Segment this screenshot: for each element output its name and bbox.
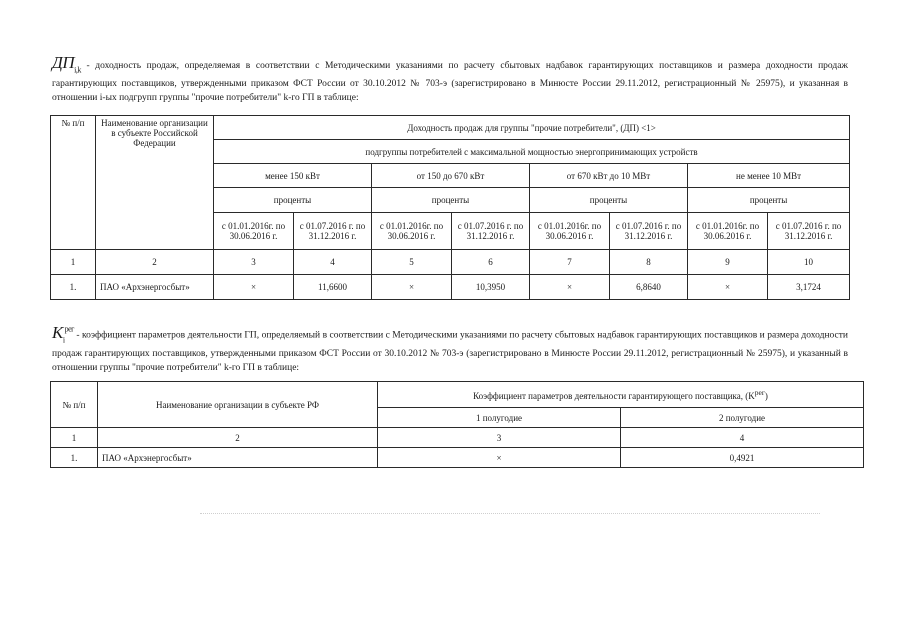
value-cell: 3,1724: [768, 275, 850, 300]
value-cell: 11,6600: [294, 275, 372, 300]
index-cell: 1: [51, 250, 96, 275]
band-header: не менее 10 МВт: [688, 164, 850, 188]
index-cell: 9: [688, 250, 768, 275]
profitability-symbol: $ДП_{i,k}$: [52, 53, 81, 75]
index-cell: 1: [51, 428, 98, 448]
index-cell: 5: [372, 250, 452, 275]
paragraph-profitability-text: - доходность продаж, определяемая в соответствии с Методическими указаниями по расчету сбытовых надбавок гарантирующих поставщиков и размера доходности продаж гарантирующих поставщиков, утвержденными приказом ФСТ России от 30.10.2012 № 703-э (зарегистрировано в Минюсте России 29.11.2012, регистрационный № 25975), и указанная в отношении i-ых подгрупп группы "прочие потребители" k-го ГП в таблице:: [52, 61, 848, 104]
period-header: с 01.01.2016г. по 30.06.2016 г.: [688, 213, 768, 250]
band-header: от 150 до 670 кВт: [372, 164, 530, 188]
row-num: 1.: [51, 448, 98, 468]
table-row: [51, 275, 850, 300]
unit-header: проценты: [214, 188, 372, 213]
paragraph-profitability: [52, 53, 848, 105]
col-org-header: Наименование организации в субъекте РФ: [98, 382, 378, 428]
index-cell: 10: [768, 250, 850, 275]
coefficient-symbol: $K_i^{рег}$: [52, 322, 74, 345]
value-cell: ×: [214, 275, 294, 300]
index-cell: 6: [452, 250, 530, 275]
band-header: менее 150 кВт: [214, 164, 372, 188]
band-header: от 670 кВт до 10 МВт: [530, 164, 688, 188]
index-cell: 8: [610, 250, 688, 275]
period-header: с 01.07.2016 г. по 31.12.2016 г.: [294, 213, 372, 250]
group-header: Коэффициент параметров деятельности гарантирующего поставщика, $(K^{рег})$: [378, 382, 864, 408]
index-cell: 3: [378, 428, 621, 448]
row-org: ПАО «Архэнергосбыт»: [96, 275, 214, 300]
period-header: с 01.01.2016г. по 30.06.2016 г.: [214, 213, 294, 250]
value-cell: ×: [688, 275, 768, 300]
half-year-header: 1 полугодие: [378, 408, 621, 428]
table-row: [51, 448, 864, 468]
index-row: [51, 428, 864, 448]
index-cell: 4: [294, 250, 372, 275]
col-num-header: № п/п: [51, 116, 96, 250]
index-cell: 2: [96, 250, 214, 275]
period-header: с 01.01.2016г. по 30.06.2016 г.: [530, 213, 610, 250]
half-year-header: 2 полугодие: [621, 408, 864, 428]
index-cell: 3: [214, 250, 294, 275]
value-cell: 6,8640: [610, 275, 688, 300]
group-header: Доходность продаж для группы "прочие потребители", (ДП) <1>: [214, 116, 850, 140]
unit-header: проценты: [372, 188, 530, 213]
index-row: [51, 250, 850, 275]
value-cell: ×: [372, 275, 452, 300]
col-num-header: № п/п: [51, 382, 98, 428]
value-cell: ×: [378, 448, 621, 468]
col-org-header: Наименование организации в субъекте Российской Федерации: [96, 116, 214, 250]
row-num: 1.: [51, 275, 96, 300]
index-cell: 4: [621, 428, 864, 448]
period-header: с 01.07.2016 г. по 31.12.2016 г.: [610, 213, 688, 250]
index-cell: 2: [98, 428, 378, 448]
period-header: с 01.07.2016 г. по 31.12.2016 г.: [768, 213, 850, 250]
subgroup-header: подгруппы потребителей с максимальной мощностью энергопринимающих устройств: [214, 140, 850, 164]
period-header: с 01.01.2016г. по 30.06.2016 г.: [372, 213, 452, 250]
period-header: с 01.07.2016 г. по 31.12.2016 г.: [452, 213, 530, 250]
value-cell: 10,3950: [452, 275, 530, 300]
paragraph-coefficient: [52, 322, 848, 375]
index-cell: 7: [530, 250, 610, 275]
coefficient-table: [50, 381, 864, 468]
unit-header: проценты: [688, 188, 850, 213]
value-cell: ×: [530, 275, 610, 300]
unit-header: проценты: [530, 188, 688, 213]
row-org: ПАО «Архэнергосбыт»: [98, 448, 378, 468]
value-cell: 0,4921: [621, 448, 864, 468]
scan-noise: [200, 513, 820, 518]
profitability-table: [50, 115, 850, 300]
paragraph-coefficient-text: - коэффициент параметров деятельности ГП, определяемый в соответствии с Методическими указаниями по расчету сбытовых надбавок гарантирующих поставщиков и размера доходности продаж гарантирующих поставщиков, утвержденными приказом ФСТ России от 30.10.2012 № 703-э (зарегистрировано в Минюсте России 29.11.2012, регистрационный № 25975), и указанный в отношении группы "прочие потребители" k-го ГП в таблице:: [52, 330, 848, 374]
